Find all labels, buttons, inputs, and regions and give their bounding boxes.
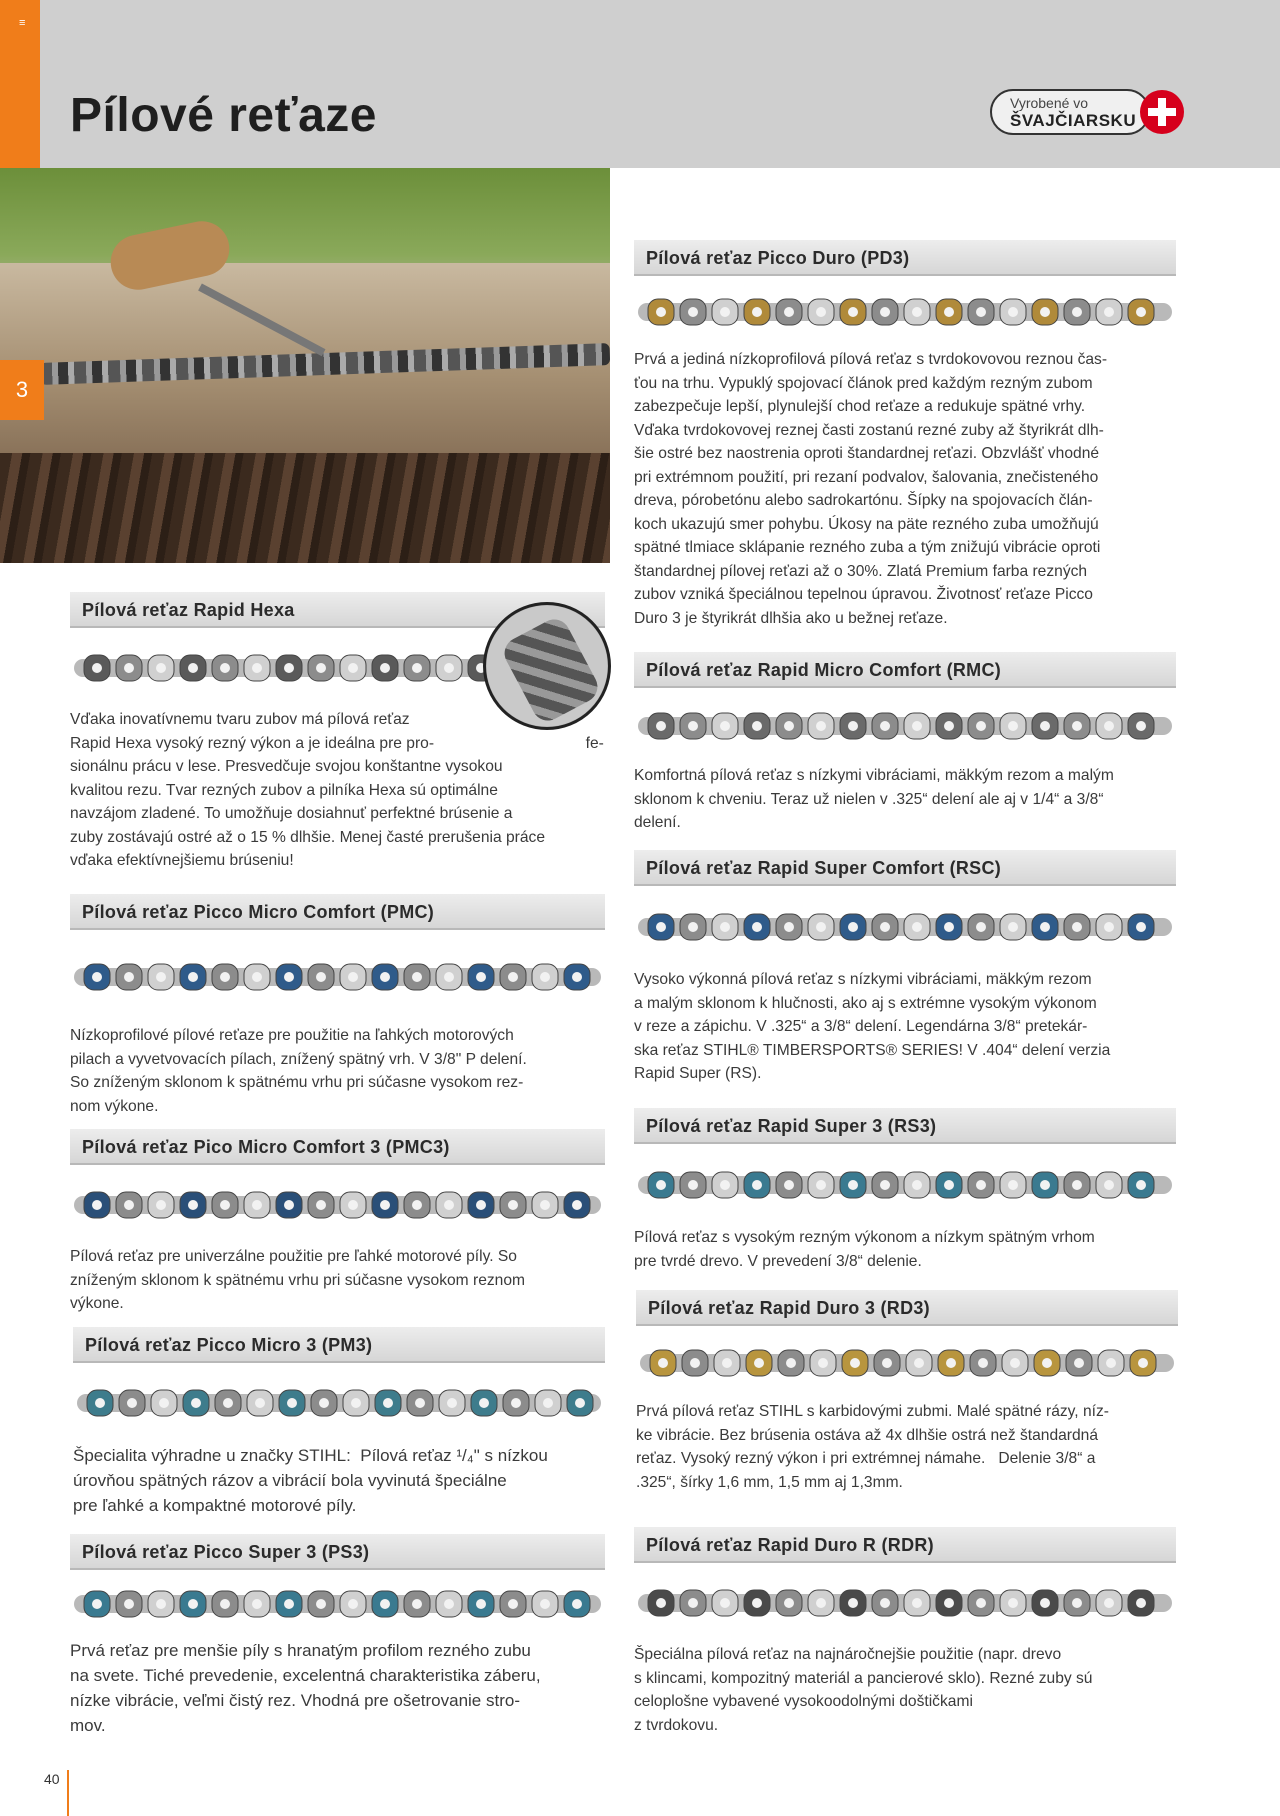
chain-rivet [784, 922, 794, 932]
chain-rivet [688, 922, 698, 932]
chain-rivet [124, 972, 134, 982]
chain-rivet [92, 1200, 102, 1210]
chain-rivet [816, 721, 826, 731]
hero-photo [0, 168, 610, 563]
chain-graphic [634, 888, 1176, 966]
chain-image [70, 932, 605, 1022]
chain-rivet [380, 663, 390, 673]
chain-rivet [220, 663, 230, 673]
section-text [634, 968, 1176, 1086]
chain-rivet [412, 1599, 422, 1609]
chain-rivet [284, 972, 294, 982]
chain-rivet [1040, 307, 1050, 317]
chain-rivet [880, 307, 890, 317]
chain-rivet [572, 972, 582, 982]
chain-rivet [914, 1358, 924, 1368]
chain-rivet [786, 1358, 796, 1368]
chain-rivet [1104, 922, 1114, 932]
chain-rivet [92, 663, 102, 673]
section-title: Pílová reťaz Rapid Micro Comfort (RMC) [634, 652, 1176, 688]
chain-rivet [976, 307, 986, 317]
text-line: delení. [634, 814, 681, 831]
chain-rivet [976, 922, 986, 932]
chain-rivet [191, 1398, 201, 1408]
text-line: So zníženým sklonom k spätnému vrhu pri súčasne vysokom rez- [70, 1074, 524, 1091]
text-line: Prvá reťaz pre menšie píly s hranatým profilom rezného zubu [70, 1641, 531, 1660]
chain-rivet [1008, 1180, 1018, 1190]
text-line: Prvá pílová reťaz STIHL s karbidovými zubmi. Malé spätné rázy, níz- [636, 1403, 1109, 1420]
section-rapid-duro-3 [636, 1290, 1178, 1494]
text-line: Pílová reťaz s vysokým rezným výkonom a nízkym spätným vrhom [634, 1229, 1095, 1246]
chain-rivet [1008, 721, 1018, 731]
section-title: Pílová reťaz Picco Micro Comfort (PMC) [70, 894, 605, 930]
section-text [634, 764, 1176, 835]
chain-rivet [1136, 721, 1146, 731]
text-line: s klincami, kompozitný materiál a pancierové sklo). Rezné zuby sú [634, 1669, 1093, 1687]
chain-rivet [156, 1599, 166, 1609]
chain-graphic [634, 690, 1176, 762]
section-rapid-hexa [70, 592, 605, 873]
chain-rivet [447, 1398, 457, 1408]
chain-rivet [1008, 1598, 1018, 1608]
chain-rivet [348, 663, 358, 673]
chain-rivet [944, 1598, 954, 1608]
chain-rivet [1136, 1180, 1146, 1190]
chain-graphic [70, 1167, 605, 1243]
section-text [636, 1400, 1178, 1494]
text-line: ťou na trhu. Vypuklý spojovací článok pred každým rezným zubom [634, 374, 1093, 392]
chain-rivet [540, 1599, 550, 1609]
chain-rivet [127, 1398, 137, 1408]
chain-rivet [1074, 1358, 1084, 1368]
section-rapid-micro-comfort [634, 652, 1176, 835]
chain-rivet [1136, 1598, 1146, 1608]
chain-image [636, 1328, 1178, 1398]
chain-image [70, 1167, 605, 1243]
chain-rivet [1104, 1180, 1114, 1190]
chain-rivet [444, 1599, 454, 1609]
section-title: Pílová reťaz Rapid Hexa [70, 592, 605, 628]
chain-rivet [944, 307, 954, 317]
chain-rivet [784, 1180, 794, 1190]
chain-rivet [752, 1598, 762, 1608]
chain-rivet [1040, 1598, 1050, 1608]
chain-rivet [912, 1598, 922, 1608]
chain-rivet [348, 1599, 358, 1609]
text-line: pilach a vyvetvovacích pílach, znížený spätný vrh. V 3/8" P delení. [70, 1050, 527, 1068]
text-line: v reze a zápichu. V .325“ a 3/8“ delení. Legendárna 3/8“ pretekár- [634, 1018, 1088, 1035]
chain-graphic [634, 1565, 1176, 1641]
chain-rivet [720, 1180, 730, 1190]
text-line: pre tvrdé drevo. V prevedení 3/8“ delenie. [634, 1252, 922, 1270]
chain-rivet [287, 1398, 297, 1408]
chain-rivet [575, 1398, 585, 1408]
section-text [70, 1245, 605, 1316]
hero-bark [0, 453, 610, 563]
chain-image [634, 1565, 1176, 1641]
chain-rivet [784, 307, 794, 317]
text-line: sklonom k chveniu. Teraz už nielen v .325“ delení ale aj v 1/4“ a 3/8“ [634, 790, 1104, 808]
page-header [0, 0, 1280, 168]
chain-rivet [380, 1599, 390, 1609]
text-line: reťaz. Vysoký rezný výkon i pri extrémnej námahe. Delenie 3/8“ a [636, 1450, 1096, 1467]
section-text [73, 1443, 605, 1518]
text-line: vďaka efektívnejšiemu brúseniu! [70, 852, 294, 869]
chain-rivet [720, 1598, 730, 1608]
text-line: Vďaka tvrdokovovej reznej časti zostanú rezné zuby až štyrikrát dlh- [634, 421, 1104, 439]
text-line: kvalitou rezu. Tvar rezných zubov a pilníka Hexa sú optimálne [70, 781, 498, 799]
text-line: navzájom zladené. To umožňuje dosiahnuť perfektné brúsenie a [70, 805, 513, 822]
section-text [634, 1226, 1176, 1273]
page-title: Pílové reťaze [70, 89, 377, 142]
chain-rivet [92, 1599, 102, 1609]
chain-rivet [252, 1599, 262, 1609]
chain-rivet [444, 1200, 454, 1210]
chain-rivet [656, 307, 666, 317]
chain-rivet [348, 1200, 358, 1210]
chain-rivet [540, 1200, 550, 1210]
chain-rivet [95, 1398, 105, 1408]
chain-rivet [255, 1398, 265, 1408]
section-text [70, 1024, 605, 1118]
text-line: koch ukazujú smer pohybu. Úkosy na päte rezného zuba umožňujú [634, 515, 1099, 533]
chain-rivet [252, 972, 262, 982]
chain-rivet [754, 1358, 764, 1368]
chain-rivet [1072, 1598, 1082, 1608]
chain-graphic [634, 1146, 1176, 1224]
badge-pill [990, 89, 1150, 135]
chain-image [634, 690, 1176, 762]
badge-line-1: Vyrobené vo [1010, 95, 1089, 111]
chain-rivet [508, 1599, 518, 1609]
chain-graphic [73, 1365, 605, 1441]
section-title: Pílová reťaz Rapid Super 3 (RS3) [634, 1108, 1176, 1144]
chain-rivet [848, 1598, 858, 1608]
chain-rivet [415, 1398, 425, 1408]
text-line: nízke vibrácie, veľmi čistý rez. Vhodná pre ošetrovanie stro- [70, 1691, 520, 1710]
chain-image [634, 1146, 1176, 1224]
text-line: úrovňou spätných rázov a vibrácií bola vyvinutá špeciálne [73, 1471, 507, 1490]
chain-rivet [784, 1598, 794, 1608]
chain-rivet [1106, 1358, 1116, 1368]
chain-rivet [540, 972, 550, 982]
chain-rivet [912, 922, 922, 932]
chain-rivet [656, 721, 666, 731]
text-line: Rapid Super (RS). [634, 1065, 762, 1082]
section-text [70, 1638, 605, 1738]
text-line: ke vibrácie. Bez brúsenia ostáva až 4x dlhšie ostrá než štandardná [636, 1426, 1099, 1444]
chain-rivet [188, 663, 198, 673]
chain-rivet [92, 972, 102, 982]
chain-image [634, 888, 1176, 966]
chain-rivet [1136, 307, 1146, 317]
chain-rivet [944, 1180, 954, 1190]
chain-rivet [976, 1180, 986, 1190]
chain-rivet [946, 1358, 956, 1368]
chain-rivet [188, 1599, 198, 1609]
chain-rivet [1008, 307, 1018, 317]
chain-rivet [412, 1200, 422, 1210]
chain-rivet [850, 1358, 860, 1368]
section-title: Pílová reťaz Rapid Super Comfort (RSC) [634, 850, 1176, 886]
chain-rivet [848, 307, 858, 317]
section-rapid-super-comfort [634, 850, 1176, 1086]
chain-rivet [880, 721, 890, 731]
chain-rivet [479, 1398, 489, 1408]
chain-rivet [1072, 1180, 1082, 1190]
chain-rivet [252, 1200, 262, 1210]
chain-rivet [912, 721, 922, 731]
chain-rivet [880, 1180, 890, 1190]
chain-rivet [188, 1200, 198, 1210]
section-rapid-duro-r [634, 1527, 1176, 1737]
chain-rivet [316, 663, 326, 673]
swiss-made-badge [990, 89, 1186, 135]
section-pico-micro-comfort-3 [70, 1129, 605, 1316]
section-title: Pílová reťaz Picco Micro 3 (PM3) [73, 1327, 605, 1363]
chain-rivet [816, 1180, 826, 1190]
text-line: z tvrdokovu. [634, 1716, 719, 1734]
text-line: Prvá a jediná nízkoprofilová pílová reťaz s tvrdokovovou reznou čas- [634, 351, 1108, 368]
chain-rivet [658, 1358, 668, 1368]
chain-rivet [656, 922, 666, 932]
text-line: štandardnej pílovej reťazi až o 30%. Zlatá Premium farba rezných [634, 562, 1088, 580]
accent-bar [0, 0, 40, 168]
chain-rivet [156, 663, 166, 673]
chain-graphic [70, 932, 605, 1022]
text-line: Pílová reťaz pre univerzálne použitie pre ľahké motorové píly. So [70, 1248, 517, 1265]
chain-rivet [252, 663, 262, 673]
text-line: ska reťaz STIHL® TIMBERSPORTS® SERIES! V .404“ delení verzia [634, 1041, 1111, 1059]
chain-rivet [752, 307, 762, 317]
text-line: nom výkone. [70, 1097, 159, 1115]
chain-rivet [816, 922, 826, 932]
page-number: 40 [44, 1771, 60, 1787]
chain-rivet [156, 972, 166, 982]
text-line: Komfortná pílová reťaz s nízkymi vibráciami, mäkkým rezom a malým [634, 767, 1114, 784]
chain-rivet [720, 307, 730, 317]
chain-rivet [124, 663, 134, 673]
chain-rivet [316, 972, 326, 982]
section-rapid-super-3 [634, 1108, 1176, 1273]
text-line: pri extrémnom použití, pri rezaní podvalov, šalovania, znečisteného [634, 468, 1099, 486]
chain-rivet [351, 1398, 361, 1408]
chain-rivet [784, 721, 794, 731]
chain-rivet [316, 1200, 326, 1210]
section-picco-duro [634, 240, 1176, 630]
chain-rivet [880, 1598, 890, 1608]
chain-rivet [1008, 922, 1018, 932]
chain-rivet [848, 721, 858, 731]
swiss-cross-icon [1140, 90, 1184, 134]
chain-rivet [882, 1358, 892, 1368]
chain-rivet [912, 307, 922, 317]
chain-rivet [1042, 1358, 1052, 1368]
chain-rivet [1138, 1358, 1148, 1368]
chain-rivet [156, 1200, 166, 1210]
section-text [70, 708, 605, 873]
text-line: šie ostré bez naostrenia oproti štandardnej reťazi. Obzvlášť vhodné [634, 445, 1100, 462]
chain-rivet [188, 972, 198, 982]
section-picco-super-3 [70, 1534, 605, 1738]
chain-rivet [444, 972, 454, 982]
chain-rivet [1072, 721, 1082, 731]
chain-rivet [124, 1599, 134, 1609]
chain-rivet [1040, 721, 1050, 731]
section-title: Pílová reťaz Pico Micro Comfort 3 (PMC3) [70, 1129, 605, 1165]
chain-image [73, 1365, 605, 1441]
chain-rivet [816, 307, 826, 317]
text-line: Špecialita výhradne u značky STIHL: Pílová reťaz ¹/₄" s nízkou [73, 1446, 548, 1465]
text-line: zubov vzniká špeciálnou tepelnou úpravou. Životnosť reťaze Picco [634, 586, 1093, 603]
chain-rivet [1010, 1358, 1020, 1368]
section-text [634, 348, 1176, 630]
chain-rivet [752, 922, 762, 932]
chain-rivet [656, 1598, 666, 1608]
text-line: zuby zostávajú ostré až o 15 % dlhšie. Menej časté prerušenia práce [70, 828, 546, 846]
section-picco-micro-3 [73, 1327, 605, 1518]
text-line: Rapid Hexa vysoký rezný výkon a je ideálna pre pro- fe- [70, 734, 604, 752]
section-picco-micro-comfort [70, 894, 605, 1118]
text-line: mov. [70, 1716, 106, 1735]
text-line: celoplošne vybavené vysokoodolnými doštičkami [634, 1693, 973, 1710]
chain-rivet [220, 972, 230, 982]
chain-rivet [380, 972, 390, 982]
section-title: Pílová reťaz Rapid Duro 3 (RD3) [636, 1290, 1178, 1326]
chain-rivet [818, 1358, 828, 1368]
chain-rivet [223, 1398, 233, 1408]
chain-rivet [1040, 1180, 1050, 1190]
chain-rivet [656, 1180, 666, 1190]
chain-rivet [976, 1598, 986, 1608]
chapter-tab[interactable]: 3 [0, 360, 44, 420]
chain-rivet [476, 1200, 486, 1210]
page-number-divider [67, 1770, 69, 1816]
chain-rivet [752, 1180, 762, 1190]
chain-rivet [284, 1599, 294, 1609]
section-title: Pílová reťaz Picco Duro (PD3) [634, 240, 1176, 276]
chain-rivet [976, 721, 986, 731]
chain-rivet [848, 1180, 858, 1190]
chain-rivet [543, 1398, 553, 1408]
chain-rivet [1040, 922, 1050, 932]
chain-rivet [159, 1398, 169, 1408]
chain-graphic [634, 278, 1176, 346]
chain-rivet [383, 1398, 393, 1408]
text-line: dreva, pórobetónu alebo sadrokartónu. Šípky na spojovacích člán- [634, 492, 1093, 509]
text-line: Nízkoprofilové pílové reťaze pre použitie na ľahkých motorových [70, 1027, 514, 1044]
chain-rivet [220, 1599, 230, 1609]
chain-rivet [1136, 922, 1146, 932]
chain-rivet [412, 663, 422, 673]
chain-rivet [476, 972, 486, 982]
chain-rivet [720, 922, 730, 932]
chain-image [70, 1572, 605, 1636]
chain-rivet [572, 1200, 582, 1210]
chain-rivet [978, 1358, 988, 1368]
chain-graphic [70, 1572, 605, 1636]
section-title: Pílová reťaz Rapid Duro R (RDR) [634, 1527, 1176, 1563]
text-line: spätné tlmiace sklápanie rezného zuba a tým znižujú vibrácie oproti [634, 539, 1101, 556]
chain-rivet [752, 721, 762, 731]
text-line: .325“, šírky 1,6 mm, 1,5 mm aj 1,3mm. [636, 1473, 903, 1491]
text-line: pre ľahké a kompaktné motorové píly. [73, 1496, 357, 1515]
text-line: výkone. [70, 1295, 124, 1312]
chain-rivet [124, 1200, 134, 1210]
chain-rivet [1104, 307, 1114, 317]
text-line: sionálnu prácu v lese. Presvedčuje svojou konštantne vysokou [70, 758, 503, 775]
section-title: Pílová reťaz Picco Super 3 (PS3) [70, 1534, 605, 1570]
chain-rivet [412, 972, 422, 982]
text-line: Duro 3 je štyrikrát dlhšia ako u bežnej reťaze. [634, 609, 948, 627]
chain-rivet [1104, 721, 1114, 731]
chain-rivet [1072, 922, 1082, 932]
text-line: Špeciálna pílová reťaz na najnáročnejšie použitie (napr. drevo [634, 1646, 1062, 1663]
chain-rivet [944, 922, 954, 932]
chain-rivet [220, 1200, 230, 1210]
chain-rivet [688, 1598, 698, 1608]
chain-rivet [476, 1599, 486, 1609]
chain-rivet [508, 1200, 518, 1210]
chain-rivet [348, 972, 358, 982]
chain-rivet [380, 1200, 390, 1210]
chain-rivet [816, 1598, 826, 1608]
chain-rivet [688, 721, 698, 731]
chain-rivet [572, 1599, 582, 1609]
chain-rivet [722, 1358, 732, 1368]
chain-rivet [688, 1180, 698, 1190]
menu-icon[interactable]: ≡ [19, 17, 26, 29]
chain-rivet [508, 972, 518, 982]
text-line: na svete. Tiché prevedenie, excelentná charakteristika záberu, [70, 1666, 541, 1685]
chain-rivet [284, 663, 294, 673]
chain-rivet [720, 721, 730, 731]
chain-rivet [319, 1398, 329, 1408]
text-line: zabezpečuje lepší, plynulejší chod reťaze a redukuje spätné vrhy. [634, 398, 1086, 415]
section-text [634, 1643, 1176, 1737]
chain-detail-inset [483, 602, 611, 730]
chain-rivet [511, 1398, 521, 1408]
chain-rivet [444, 663, 454, 673]
chain-rivet [944, 721, 954, 731]
text-line: a malým sklonom k hlučnosti, ako aj s extrémne vysokým výkonom [634, 994, 1097, 1012]
chain-rivet [1104, 1598, 1114, 1608]
text-line: zníženým sklonom k spätnému vrhu pri súčasne vysokom reznom [70, 1271, 525, 1289]
text-line: Vďaka inovatívnemu tvaru zubov má pílová reťaz [70, 711, 410, 728]
chain-rivet [690, 1358, 700, 1368]
chain-rivet [880, 922, 890, 932]
chain-rivet [284, 1200, 294, 1210]
chain-rivet [848, 922, 858, 932]
badge-line-2: ŠVAJČIARSKU [1010, 111, 1137, 130]
chain-rivet [316, 1599, 326, 1609]
chain-graphic [636, 1328, 1178, 1398]
text-line: Vysoko výkonná pílová reťaz s nízkymi vibráciami, mäkkým rezom [634, 971, 1092, 988]
chain-image [634, 278, 1176, 346]
chain-rivet [1072, 307, 1082, 317]
chain-rivet [912, 1180, 922, 1190]
chain-rivet [688, 307, 698, 317]
